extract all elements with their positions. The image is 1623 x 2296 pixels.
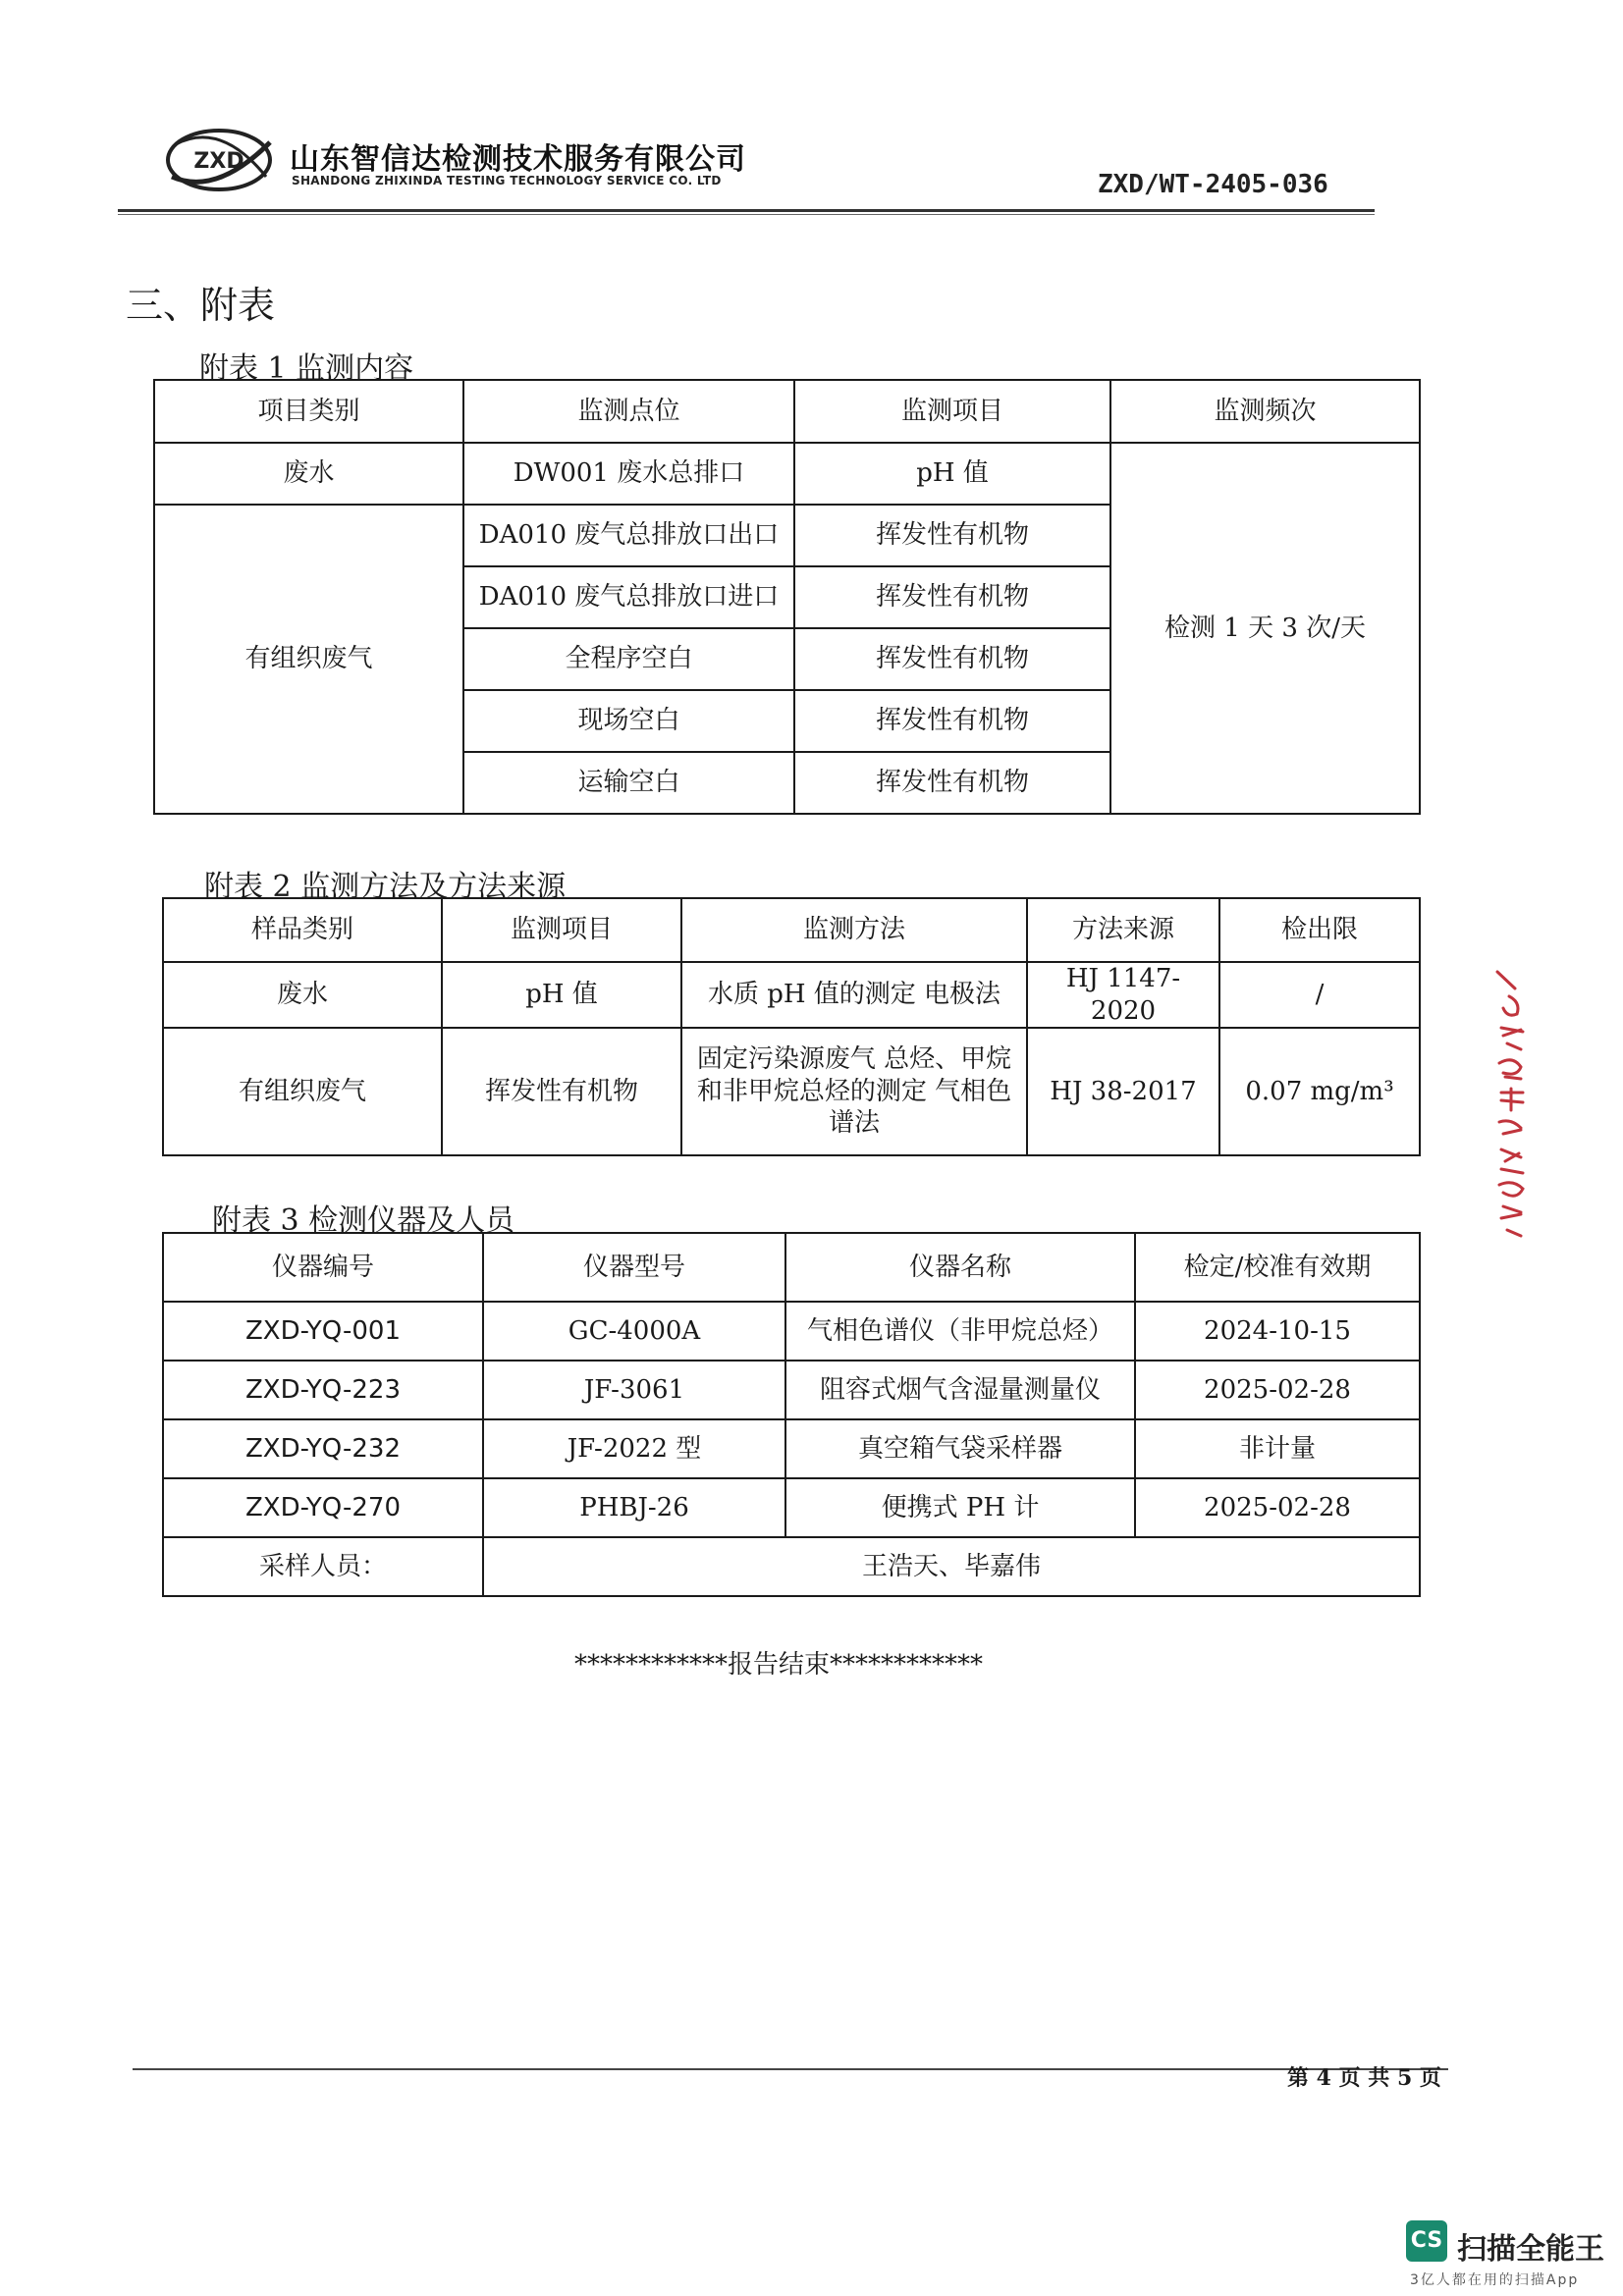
table3-caption: 附表 3 检测仪器及人员	[212, 1203, 515, 1238]
point-cell: 现场空白	[463, 690, 794, 752]
instrument-model-cell: JF-2022 型	[483, 1419, 785, 1478]
category-cell: 有组织废气	[154, 505, 463, 814]
table-row	[163, 1419, 1420, 1478]
method-cell: 固定污染源废气 总烃、甲烷和非甲烷总烃的测定 气相色谱法	[681, 1028, 1027, 1155]
report-header	[162, 123, 1380, 211]
category-cell: 有组织废气	[163, 1028, 442, 1155]
valid-date-cell: 2025-02-28	[1135, 1478, 1420, 1537]
seal-stamp-icon	[1488, 967, 1537, 1242]
header-cell: 方法来源	[1027, 898, 1219, 962]
header-cell: 仪器型号	[483, 1233, 785, 1302]
table-header-row	[163, 898, 1420, 962]
point-cell: 运输空白	[463, 752, 794, 814]
valid-date-cell: 2024-10-15	[1135, 1302, 1420, 1361]
company-logo-icon	[162, 123, 280, 196]
instrument-name-cell: 真空箱气袋采样器	[785, 1419, 1135, 1478]
scanner-logo-icon: CS	[1406, 2220, 1447, 2262]
scanner-app-tagline: 3亿人都在用的扫描App	[1410, 2272, 1580, 2288]
table2-caption: 附表 2 监测方法及方法来源	[204, 870, 567, 904]
valid-date-cell: 非计量	[1135, 1419, 1420, 1478]
report-number: ZXD/WT-2405-036	[1098, 170, 1328, 199]
table-row	[163, 962, 1420, 1028]
instrument-id-cell: ZXD-YQ-001	[163, 1302, 483, 1361]
logo-text: ZXD	[193, 149, 244, 174]
instrument-name-cell: 便携式 PH 计	[785, 1478, 1135, 1537]
point-cell: DA010 废气总排放口进口	[463, 566, 794, 628]
item-cell: 挥发性有机物	[794, 505, 1110, 566]
item-cell: 挥发性有机物	[442, 1028, 681, 1155]
header-divider	[118, 209, 1375, 212]
table-row	[163, 1302, 1420, 1361]
valid-date-cell: 2025-02-28	[1135, 1361, 1420, 1419]
report-end-marker: ************报告结束************	[574, 1650, 984, 1680]
header-cell: 仪器名称	[785, 1233, 1135, 1302]
instrument-id-cell: ZXD-YQ-232	[163, 1419, 483, 1478]
item-cell: 挥发性有机物	[794, 752, 1110, 814]
table-header-row	[154, 380, 1420, 443]
instrument-model-cell: PHBJ-26	[483, 1478, 785, 1537]
sampler-label: 采样人员：	[163, 1537, 483, 1596]
header-cell: 监测点位	[463, 380, 794, 443]
item-cell: 挥发性有机物	[794, 690, 1110, 752]
table1-caption: 附表 1 监测内容	[199, 351, 414, 386]
page-number: 第 4 页 共 5 页	[1287, 2065, 1441, 2091]
instrument-model-cell: JF-3061	[483, 1361, 785, 1419]
sampler-names: 王浩天、毕嘉伟	[483, 1537, 1420, 1596]
sampler-row	[163, 1537, 1420, 1596]
header-cell: 监测项目	[442, 898, 681, 962]
scanner-app-name: 扫描全能王	[1457, 2232, 1604, 2267]
monitoring-content-table	[153, 379, 1421, 815]
footer-divider	[133, 2068, 1448, 2070]
limit-cell: 0.07 mg/m³	[1219, 1028, 1420, 1155]
company-name-en: SHANDONG ZHIXINDA TESTING TECHNOLOGY SERVICE CO. LTD	[292, 174, 722, 187]
instrument-model-cell: GC-4000A	[483, 1302, 785, 1361]
header-divider-thin	[118, 214, 1375, 215]
instrument-name-cell: 气相色谱仪（非甲烷总烃）	[785, 1302, 1135, 1361]
frequency-cell: 检测 1 天 3 次/天	[1110, 443, 1420, 814]
source-cell: HJ 38-2017	[1027, 1028, 1219, 1155]
item-cell: pH 值	[794, 443, 1110, 505]
table-row	[163, 1478, 1420, 1537]
category-cell: 废水	[154, 443, 463, 505]
category-cell: 废水	[163, 962, 442, 1028]
header-cell: 样品类别	[163, 898, 442, 962]
company-name-cn: 山东智信达检测技术服务有限公司	[290, 142, 746, 177]
instrument-id-cell: ZXD-YQ-270	[163, 1478, 483, 1537]
table-row	[163, 1028, 1420, 1155]
table-row	[154, 443, 1420, 505]
instrument-id-cell: ZXD-YQ-223	[163, 1361, 483, 1419]
item-cell: pH 值	[442, 962, 681, 1028]
item-cell: 挥发性有机物	[794, 628, 1110, 690]
header-cell: 项目类别	[154, 380, 463, 443]
header-cell: 仪器编号	[163, 1233, 483, 1302]
monitoring-method-table	[162, 897, 1421, 1156]
source-cell: HJ 1147-2020	[1027, 962, 1219, 1028]
point-cell: DW001 废水总排口	[463, 443, 794, 505]
method-cell: 水质 pH 值的测定 电极法	[681, 962, 1027, 1028]
instrument-name-cell: 阻容式烟气含湿量测量仪	[785, 1361, 1135, 1419]
header-cell: 监测频次	[1110, 380, 1420, 443]
instrument-table	[162, 1232, 1421, 1597]
header-cell: 监测方法	[681, 898, 1027, 962]
header-cell: 检出限	[1219, 898, 1420, 962]
point-cell: 全程序空白	[463, 628, 794, 690]
section-title: 三、附表	[126, 284, 276, 327]
header-cell: 监测项目	[794, 380, 1110, 443]
item-cell: 挥发性有机物	[794, 566, 1110, 628]
header-cell: 检定/校准有效期	[1135, 1233, 1420, 1302]
table-header-row	[163, 1233, 1420, 1302]
point-cell: DA010 废气总排放口出口	[463, 505, 794, 566]
table-row	[163, 1361, 1420, 1419]
limit-cell: /	[1219, 962, 1420, 1028]
